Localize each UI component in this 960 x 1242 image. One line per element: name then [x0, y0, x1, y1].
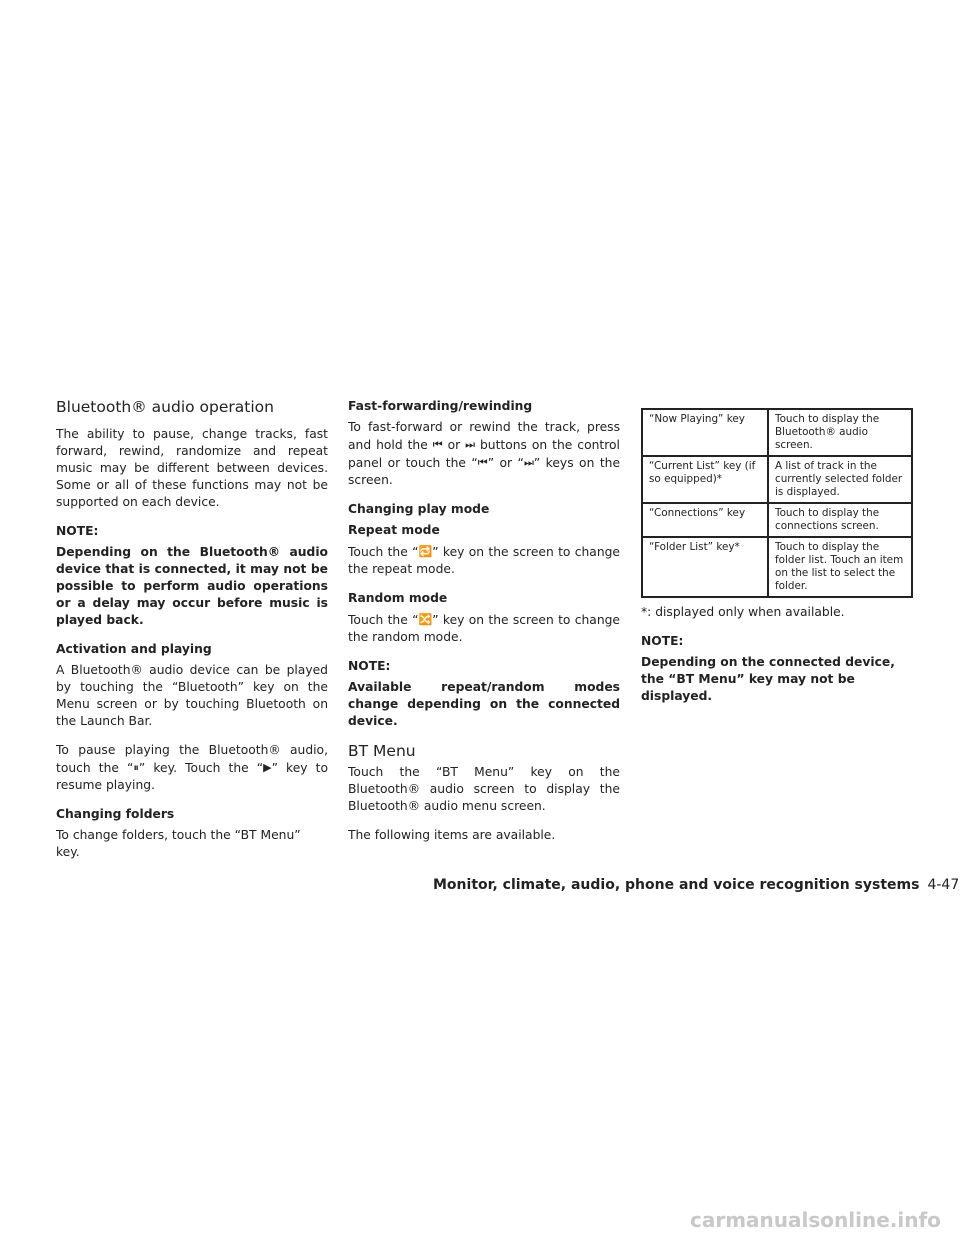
left-column: [56, 398, 328, 873]
random-heading: Random mode: [348, 591, 448, 605]
pause-text-b: ” key. Touch the “: [138, 761, 264, 775]
previous-track-icon: ⏮: [432, 438, 443, 451]
page-number: 4-47: [927, 877, 960, 893]
footnote: *: displayed only when available.: [641, 605, 845, 619]
table-cell-desc: Touch to display the Bluetooth® audio screen.: [768, 409, 912, 456]
note-text: Depending on the Bluetooth® audio device that is connected, it may not be possible to perform audio operations or a delay may occur before music is played back.: [56, 545, 328, 627]
repeat-heading: Repeat mode: [348, 523, 440, 537]
section-heading-bluetooth-audio: Bluetooth® audio operation: [56, 398, 274, 416]
table-cell-desc: Touch to display the connections screen.: [768, 503, 912, 537]
shuffle-icon: 🔀: [418, 613, 433, 626]
activation-heading: Activation and playing: [56, 642, 212, 656]
play-icon: ▶: [263, 761, 272, 774]
ff-text-a: To fast-forward or rewind the track, press and hold the: [348, 420, 620, 452]
table-row: [642, 503, 912, 537]
ff-text-d: ” keys on the screen.: [348, 456, 621, 487]
ff-or: or: [447, 438, 461, 452]
table-cell-key: “Connections” key: [642, 503, 768, 537]
table-row: [642, 537, 912, 597]
pause-icon: ⏸: [133, 761, 139, 774]
table-cell-key: “Now Playing” key: [642, 409, 768, 456]
folders-heading: Changing folders: [56, 807, 175, 821]
table-row: [642, 456, 912, 503]
pause-paragraph: [56, 742, 328, 794]
right-column: [641, 408, 914, 717]
random-text-b: ” key on the screen to change the random mode.: [348, 613, 620, 644]
previous-key-icon: ⏮: [477, 456, 488, 469]
next-track-icon: ⏭: [465, 438, 476, 451]
ff-text-c: ” or “: [487, 456, 524, 470]
intro-paragraph: The ability to pause, change tracks, fast forward, rewind, randomize and repeat music may be different between devices. Some or all of these functions may not be supported on each device.: [56, 427, 328, 509]
playmode-heading: Changing play mode: [348, 502, 490, 516]
repeat-text-b: ” key on the screen to change the repeat mode.: [348, 545, 620, 576]
watermark: carmanualsonline.info: [690, 1208, 941, 1232]
available-text: The following items are available.: [348, 828, 556, 842]
bt-menu-items-table: [641, 408, 913, 598]
repeat-paragraph: [348, 543, 620, 578]
random-paragraph: [348, 611, 620, 646]
table-cell-desc: A list of track in the currently selected folder is displayed.: [768, 456, 912, 503]
middle-column: [348, 398, 620, 856]
repeat-text-a: Touch the “: [348, 545, 419, 559]
repeat-icon: 🔁: [418, 545, 433, 558]
ff-text-b: buttons on the control panel or touch the “: [348, 438, 620, 470]
ff-paragraph: [348, 419, 620, 489]
note-text-2: Available repeat/random modes change depending on the connected device.: [348, 680, 620, 728]
footer-title: Monitor, climate, audio, phone and voice recognition systems: [433, 877, 920, 893]
note-text-3: Depending on the connected device, the “BT Menu” key may not be displayed.: [641, 655, 895, 703]
random-text-a: Touch the “: [348, 613, 419, 627]
ff-heading: Fast-forwarding/rewinding: [348, 399, 533, 413]
activation-text: A Bluetooth® audio device can be played by touching the “Bluetooth” key on the Menu screen or by touching Bluetooth on the Launch Bar.: [56, 663, 328, 728]
note-label-2: NOTE:: [348, 659, 391, 673]
btmenu-text: Touch the “BT Menu” key on the Bluetooth® audio screen to display the Bluetooth® audio menu screen.: [348, 765, 620, 813]
table-row: [642, 409, 912, 456]
table-cell-key: “Current List” key (if so equipped)*: [642, 456, 768, 503]
section-heading-bt-menu: BT Menu: [348, 742, 416, 760]
pause-text-c: ” key to resume playing.: [56, 761, 328, 792]
folders-text: To change folders, touch the “BT Menu” key.: [56, 828, 301, 859]
note-label-3: NOTE:: [641, 634, 684, 648]
page-footer: [433, 877, 960, 893]
note-label: NOTE:: [56, 524, 99, 538]
next-key-icon: ⏭: [523, 456, 534, 469]
table-cell-desc: Touch to display the folder list. Touch an item on the list to select the folder.: [768, 537, 912, 597]
pause-text-a: To pause playing the Bluetooth® audio, touch the “: [56, 743, 328, 775]
table-cell-key: “Folder List” key*: [642, 537, 768, 597]
